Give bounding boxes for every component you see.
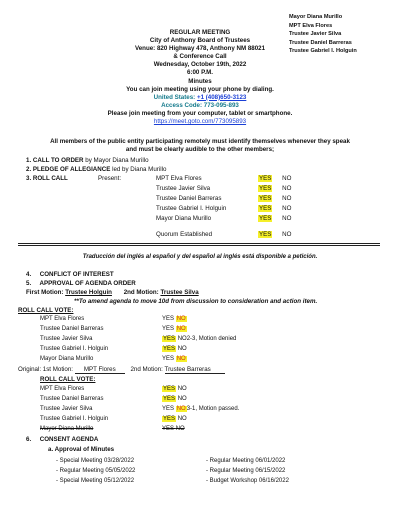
phone-line [60, 94, 340, 102]
vote-marks [162, 356, 187, 363]
divider [18, 245, 380, 246]
yes-mark: YES [163, 386, 176, 392]
vote-member-name: Trustee Gabriel I. Holguin [40, 346, 109, 352]
board-name: City of Anthony Board of Trustees [149, 37, 251, 45]
table-row [156, 175, 202, 182]
no-mark: NO [282, 205, 292, 212]
phone-number-link[interactable]: +1 (408)650-3123 [196, 93, 247, 101]
yes-mark: YES [162, 356, 175, 362]
table-row [258, 215, 291, 222]
member-name: Trustee Daniel Barreras [156, 195, 222, 202]
vote-marks [162, 346, 187, 353]
no-mark: NO [177, 416, 187, 422]
member-name: Trustee Javier Silva [156, 185, 211, 192]
second-motion-label: 2nd Motion: [130, 366, 165, 373]
roll-call-vote-title: ROLL CALL VOTE: [40, 376, 96, 383]
yes-mark: YES [163, 416, 176, 422]
no-mark: NO [177, 346, 187, 352]
table-row [156, 185, 210, 192]
meeting-time: 6:00 P.M. [186, 69, 214, 77]
list-item: - Budget Workshop 06/16/2022 [206, 478, 289, 484]
meeting-date: Wednesday, October 19th, 2022 [153, 61, 247, 69]
table-row [156, 205, 226, 212]
item-agenda-order: 5. APPROVAL OF AGENDA ORDER [26, 280, 136, 287]
yes-mark: YES [259, 195, 272, 202]
yes-mark: YES [162, 326, 175, 332]
no-mark: NO [176, 406, 186, 412]
list-item: - Regular Meeting 06/15/2022 [206, 468, 286, 474]
vote-member-name: Trustee Daniel Barreras [40, 326, 104, 332]
yes-mark: YES [162, 316, 175, 322]
item-label: 2. PLEDGE OF ALLEGIANCE [26, 166, 111, 173]
no-mark: NO [282, 185, 292, 192]
table-row [258, 175, 291, 182]
no-mark: NO [175, 426, 185, 432]
vote-member-name: Mayor Diana Murillo [40, 356, 94, 362]
table-row [258, 205, 291, 212]
vote-member-name: Trustee Javier Silva [40, 336, 93, 342]
vote-marks [162, 426, 185, 433]
roll-call-vote-title: ROLL CALL VOTE: [18, 307, 74, 314]
meeting-link[interactable]: https://meet.goto.com/773095893 [153, 118, 247, 126]
present-label: Present: [98, 175, 122, 182]
no-mark: NO [177, 396, 187, 402]
translation-note: Traducción del inglés al español y del español al inglés está disponible a petición. [82, 254, 318, 260]
access-code: Access Code: 773-095-893 [161, 101, 239, 109]
item-roll-call: 3. ROLL CALL [26, 175, 68, 182]
original-motion-line [18, 366, 225, 374]
table-row [258, 185, 291, 192]
first-motion-label: First Motion: [26, 289, 66, 296]
yes-mark: YES [259, 215, 272, 222]
official-name: Trustee Gabriel I. Holguin [289, 48, 357, 55]
vote-member-name: MPT Elva Flores [40, 316, 85, 322]
phone-label: United States: [153, 93, 197, 101]
second-motion-label: 2nd Motion: [123, 289, 161, 296]
yes-mark: YES [259, 231, 272, 238]
member-name: MPT Elva Flores [156, 175, 202, 182]
list-item: - Regular Meeting 05/05/2022 [56, 468, 136, 474]
vote-marks [162, 326, 187, 333]
no-mark: NO [176, 356, 186, 362]
list-item: - Special Meeting 05/12/2022 [56, 478, 135, 484]
table-row [156, 215, 211, 222]
second-motion-name: Trustee Silva [160, 289, 199, 296]
quorum-row [258, 231, 291, 238]
phone-intro: You can join meeting using your phone by dialing. [126, 85, 274, 93]
vote-result: 2-3, Motion denied [186, 336, 237, 342]
table-row [156, 195, 221, 202]
public-notice [18, 138, 382, 154]
doc-type: Minutes [188, 77, 212, 85]
vote-member-name: Trustee Javier Silva [40, 406, 93, 412]
first-motion-line [26, 289, 199, 296]
member-name: Mayor Diana Murillo [156, 215, 212, 222]
yes-mark: YES [259, 175, 272, 182]
member-name: Trustee Gabriel I. Holguin [156, 205, 227, 212]
item-pledge [26, 166, 166, 173]
conference-call: & Conference Call [173, 53, 227, 61]
item-text: by Mayor Diana Murillo [83, 157, 149, 164]
notice-line: and must be clearly audible to the other members; [125, 146, 275, 154]
yes-mark: YES [162, 406, 175, 412]
divider [18, 243, 380, 244]
first-motion-name: MPT Flores [75, 366, 125, 374]
minutes-list-left [56, 456, 135, 486]
second-motion-name: Trustee Barreras [165, 366, 225, 374]
first-motion-name: Trustee Holguin [65, 289, 112, 296]
table-row [258, 195, 291, 202]
no-mark: NO [176, 316, 186, 322]
no-mark: NO [177, 386, 187, 392]
vote-marks [162, 406, 239, 413]
yes-mark: YES [162, 426, 175, 432]
item-call-to-order [26, 157, 149, 164]
no-mark: NO [177, 336, 187, 342]
official-name: MPT Elva Flores [289, 22, 333, 29]
official-name: Trustee Javier Silva [289, 31, 342, 38]
vote-marks [162, 316, 187, 323]
vote-marks [162, 386, 187, 393]
approval-of-minutes: a. Approval of Minutes [48, 446, 115, 453]
quorum-row [156, 231, 212, 238]
web-intro: Please join meeting from your computer, tablet or smartphone. [107, 109, 293, 117]
yes-mark: YES [163, 346, 176, 352]
no-mark: NO [282, 215, 292, 222]
no-mark: NO [282, 231, 292, 238]
yes-mark: YES [163, 396, 176, 402]
item-consent-agenda: 6. CONSENT AGENDA [26, 436, 99, 443]
quorum-label: Quorum Established [156, 231, 213, 238]
vote-result: 3-1, Motion passed. [186, 406, 240, 412]
amend-note: **To amend agenda to move 10d from discussion to consideration and action item. [74, 298, 318, 305]
official-name: Mayor Diana Murillo [289, 14, 343, 20]
vote-member-name: Trustee Daniel Barreras [40, 396, 104, 402]
no-mark: NO [176, 326, 186, 332]
vote-member-name: Trustee Gabriel I. Holguin [40, 416, 109, 422]
item-text: led by Diana Murillo [110, 166, 167, 173]
meeting-type: REGULAR MEETING [169, 29, 231, 36]
notice-line: All members of the public entity participating remotely must identify themselves whenever they speak [50, 138, 350, 145]
minutes-list-right [206, 456, 289, 486]
first-motion-label: Original: 1st Motion: [18, 366, 75, 373]
vote-marks [162, 416, 187, 423]
no-mark: NO [282, 195, 292, 202]
item-label: 1. CALL TO ORDER [26, 157, 84, 164]
yes-mark: YES [163, 336, 176, 342]
yes-mark: YES [259, 205, 272, 212]
list-item: - Special Meeting 03/28/2022 [56, 458, 135, 464]
meeting-header [60, 29, 340, 126]
vote-marks [162, 396, 187, 403]
vote-member-name: Mayor Diana Murillo [40, 426, 94, 432]
vote-member-name: MPT Elva Flores [40, 386, 85, 392]
venue: Venue: 820 Highway 478, Anthony NM 88021 [134, 45, 266, 53]
yes-mark: YES [259, 185, 272, 192]
vote-marks [162, 336, 236, 343]
no-mark: NO [282, 175, 292, 182]
list-item: - Regular Meeting 06/01/2022 [206, 458, 286, 464]
item-conflict-of-interest: 4. CONFLICT OF INTEREST [26, 271, 114, 278]
official-name: Trustee Daniel Barreras [289, 39, 352, 46]
